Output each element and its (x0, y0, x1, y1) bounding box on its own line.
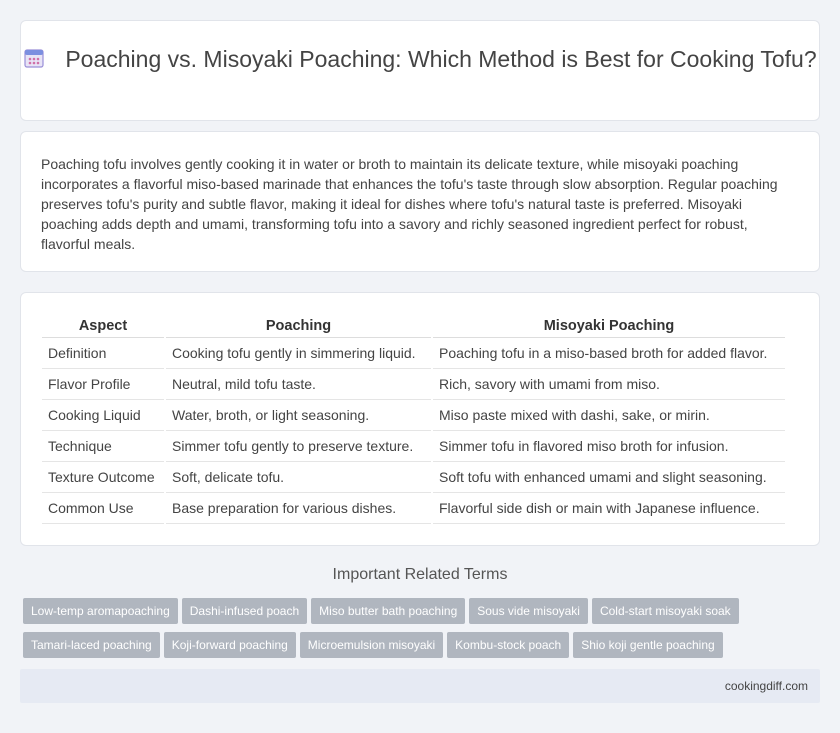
related-term-tag[interactable]: Shio koji gentle poaching (573, 632, 722, 658)
comparison-table (42, 315, 785, 524)
related-term-tag[interactable]: Cold-start misoyaki soak (592, 598, 739, 624)
table-cell: Technique (42, 431, 165, 462)
comparison-card (20, 292, 820, 546)
related-terms-title: Important Related Terms (332, 566, 508, 583)
related-term-tag[interactable]: Dashi-infused poach (182, 598, 307, 624)
table-cell: Neutral, mild tofu taste. (165, 369, 432, 400)
related-term-tag[interactable]: Microemulsion misoyaki (300, 632, 443, 658)
table-cell: Simmer tofu in flavored miso broth for infusion. (432, 431, 785, 462)
table-cell: Definition (42, 338, 165, 369)
table-row (42, 493, 785, 524)
column-header: Aspect (42, 315, 165, 338)
footer-site-link[interactable]: cookingdiff.com (724, 679, 808, 693)
table-row (42, 369, 785, 400)
page-title (21, 45, 819, 73)
related-term-tag[interactable]: Koji-forward poaching (164, 632, 296, 658)
table-cell: Flavor Profile (42, 369, 165, 400)
table-cell: Flavorful side dish or main with Japanese influence. (432, 493, 785, 524)
table-cell: Poaching tofu in a miso-based broth for added flavor. (432, 338, 785, 369)
related-term-tag[interactable]: Low-temp aromapoaching (23, 598, 178, 624)
column-header: Misoyaki Poaching (432, 315, 785, 338)
table-cell: Base preparation for various dishes. (165, 493, 432, 524)
related-term-tag[interactable]: Kombu-stock poach (447, 632, 569, 658)
table-cell: Miso paste mixed with dashi, sake, or mirin. (432, 400, 785, 431)
calendar-icon (23, 47, 45, 69)
footer-bar (20, 669, 820, 703)
table-header-row (42, 315, 785, 338)
page-title-text: Poaching vs. Misoyaki Poaching: Which Method is Best for Cooking Tofu? (65, 46, 817, 72)
table-cell: Cooking tofu gently in simmering liquid. (165, 338, 432, 369)
column-header: Poaching (165, 315, 432, 338)
related-terms-list (23, 598, 823, 666)
table-cell: Texture Outcome (42, 462, 165, 493)
related-term-tag[interactable]: Sous vide misoyaki (469, 598, 588, 624)
table-row (42, 431, 785, 462)
table-cell: Common Use (42, 493, 165, 524)
table-cell: Cooking Liquid (42, 400, 165, 431)
related-term-tag[interactable]: Miso butter bath poaching (311, 598, 465, 624)
intro-paragraph: Poaching tofu involves gently cooking it in water or broth to maintain its delicate texture, while misoyaki poaching incorporates a flavorful miso-based marinade that enhances the tofu's taste through slow absorption. Regular poaching preserves tofu's purity and subtle flavor, making it ideal for dishes where tofu's natural taste is preferred. Misoyaki poaching adds depth and umami, transforming tofu into a savory and richly seasoned ingredient perfect for robust, flavorful meals. (41, 156, 778, 252)
table-cell: Rich, savory with umami from miso. (432, 369, 785, 400)
table-row (42, 462, 785, 493)
table-row (42, 400, 785, 431)
table-cell: Soft, delicate tofu. (165, 462, 432, 493)
table-row (42, 338, 785, 369)
title-card (20, 20, 820, 121)
table-cell: Water, broth, or light seasoning. (165, 400, 432, 431)
table-cell: Soft tofu with enhanced umami and slight seasoning. (432, 462, 785, 493)
intro-card (20, 131, 820, 272)
related-term-tag[interactable]: Tamari-laced poaching (23, 632, 160, 658)
table-cell: Simmer tofu gently to preserve texture. (165, 431, 432, 462)
